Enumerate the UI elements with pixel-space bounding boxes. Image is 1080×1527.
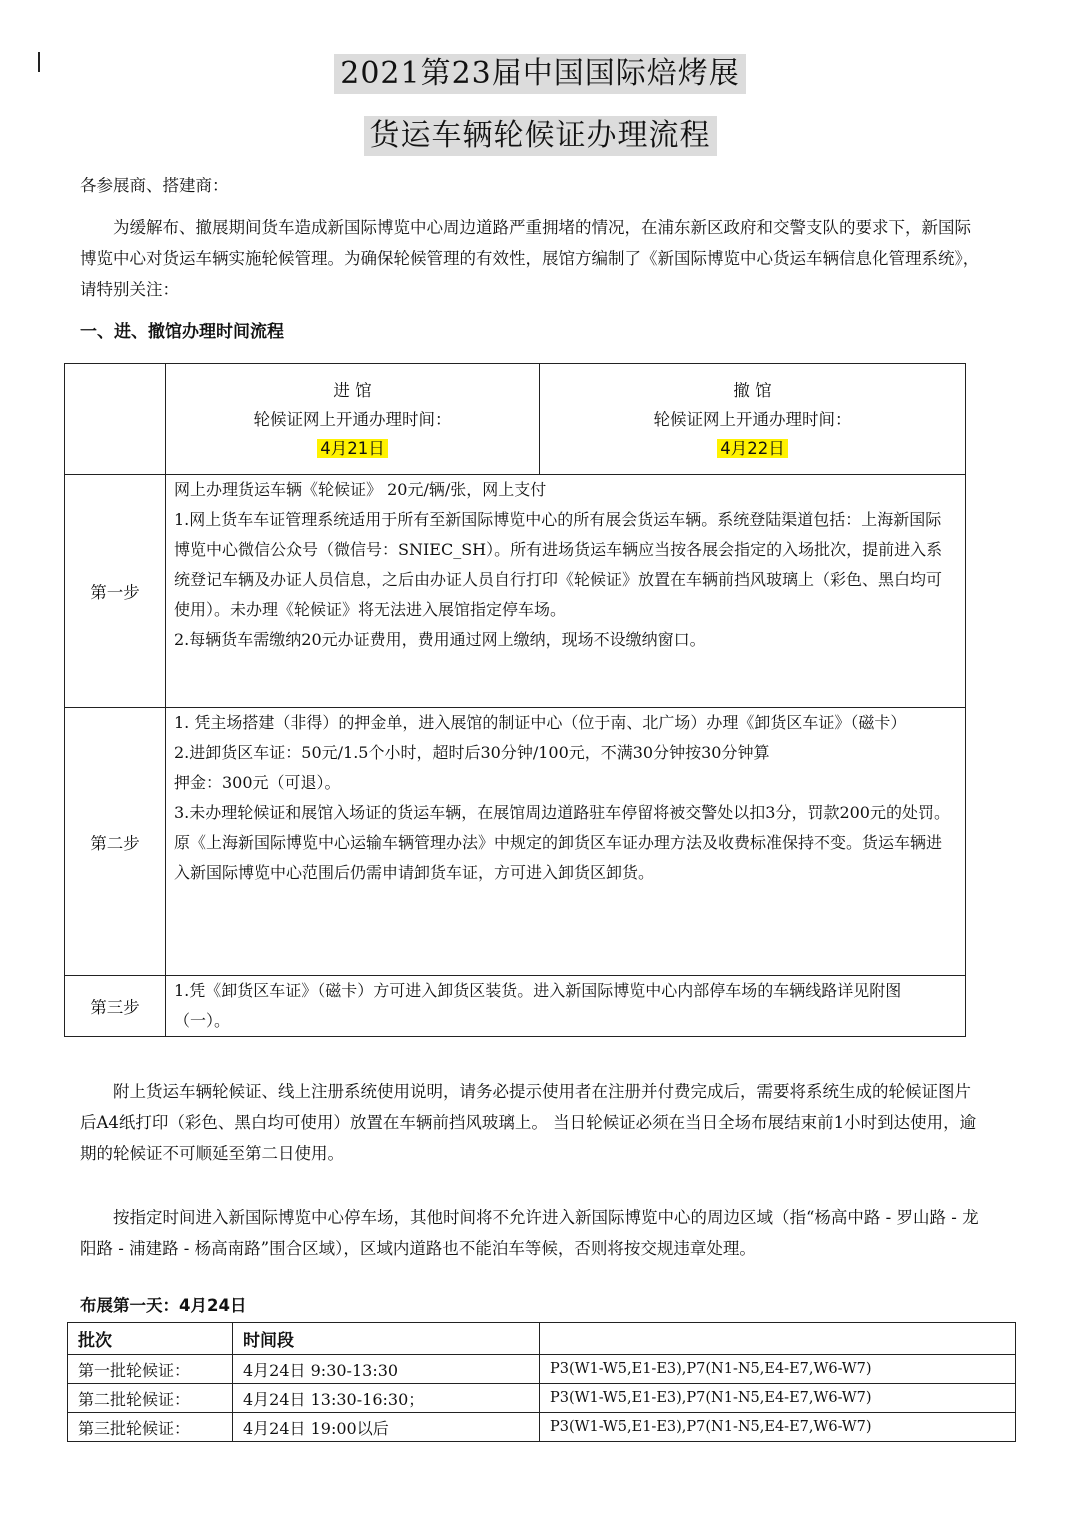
- move-out-header: 撤 馆 轮候证网上开通办理时间： 4月22日: [540, 364, 966, 475]
- move-out-date: 4月22日: [717, 439, 788, 458]
- header-batch: 批次: [68, 1323, 233, 1355]
- batch-area: P3(W1-W5,E1-E3),P7(N1-N5,E4-E7,W6-W7): [540, 1413, 1016, 1442]
- batch-time: 4月24日 9:30-13:30: [233, 1355, 540, 1384]
- step-1-content: 网上办理货运车辆《轮候证》 20元/辆/张，网上支付 1.网上货车车证管理系统适用于所有至新国际博览中心的所有展会货运车辆。系统登陆渠道包括：上海新国际博览中心微信公众号（微信号：SNIEC_SH）。所有进场货运车辆应当按各展会指定的入场批次，提前进入系统登记车辆及办证人员信息，之后由办证人员自行打印《轮候证》放置在车辆前挡风玻璃上（彩色、黑白均可使用）。未办理《轮候证》将无法进入展馆指定停车场。 2.每辆货车需缴纳20元办证费用，费用通过网上缴纳，现场不设缴纳窗口。: [166, 475, 966, 708]
- step-1-label: 第一步: [65, 475, 166, 708]
- move-in-header: 进 馆 轮候证网上开通办理时间： 4月21日: [166, 364, 540, 475]
- title-line-1: 2021第23届中国国际焙烤展: [0, 54, 1080, 94]
- table-row: [68, 1355, 1016, 1384]
- intro-paragraph: 为缓解布、撤展期间货车造成新国际博览中心周边道路严重拥堵的情况，在浦东新区政府和交警支队的要求下，新国际博览中心对货运车辆实施轮候管理。为确保轮候管理的有效性，展馆方编制了《新国际博览中心货运车辆信息化管理系统》，请特别关注：: [80, 218, 980, 299]
- section-heading: 一、进、撤馆办理时间流程: [80, 322, 284, 342]
- step-2-label: 第二步: [65, 708, 166, 976]
- corner-cell: [65, 364, 166, 475]
- batch-name: 第一批轮候证：: [68, 1355, 233, 1384]
- step-2-content: 1. 凭主场搭建（非得）的押金单，进入展馆的制证中心（位于南、北广场）办理《卸货区车证》（磁卡） 2.进卸货区车证：50元/1.5个小时，超时后30分钟/100元，不满30分钟按30分钟算 押金：300元（可退）。 3.未办理轮候证和展馆入场证的货运车辆，在展馆周边道路驻车停留将被交警处以扣3分，罚款200元的处罚。原《上海新国际博览中心运输车辆管理办法》中规定的卸货区车证办理方法及收费标准保持不变。货运车辆进入新国际博览中心范围后仍需申请卸货车证，方可进入卸货区卸货。: [166, 708, 966, 976]
- note-paragraph-2: 按指定时间进入新国际博览中心停车场，其他时间将不允许进入新国际博览中心的周边区域（指“杨高中路 - 罗山路 - 龙阳路 - 浦建路 - 杨高南路”围合区域），区域内道路也不能泊车等候，否则将按交规违章处理。: [80, 1208, 979, 1258]
- move-in-date: 4月21日: [317, 439, 388, 458]
- batch-area: P3(W1-W5,E1-E3),P7(N1-N5,E4-E7,W6-W7): [540, 1355, 1016, 1384]
- step-3-label: 第三步: [65, 976, 166, 1037]
- day-1-heading: 布展第一天：4月24日: [80, 1296, 247, 1315]
- step-3-content: 1.凭《卸货区车证》（磁卡）方可进入卸货区装货。进入新国际博览中心内部停车场的车辆线路详见附图（一）。: [166, 976, 966, 1037]
- greeting: 各参展商、搭建商：: [80, 176, 229, 195]
- batch-table: [67, 1322, 1016, 1442]
- batch-time: 4月24日 13:30-16:30；: [233, 1384, 540, 1413]
- title-line-2: 货运车辆轮候证办理流程: [0, 116, 1080, 156]
- table-row: [68, 1384, 1016, 1413]
- note-paragraph-1: 附上货运车辆轮候证、线上注册系统使用说明，请务必提示使用者在注册并付费完成后，需要将系统生成的轮候证图片后A4纸打印（彩色、黑白均可使用）放置在车辆前挡风玻璃上。 当日轮候证必须在当日全场布展结束前1小时到达使用，逾期的轮候证不可顺延至第二日使用。: [80, 1082, 977, 1163]
- batch-area: P3(W1-W5,E1-E3),P7(N1-N5,E4-E7,W6-W7): [540, 1384, 1016, 1413]
- header-time: 时间段: [233, 1323, 540, 1355]
- batch-name: 第三批轮候证：: [68, 1413, 233, 1442]
- batch-name: 第二批轮候证：: [68, 1384, 233, 1413]
- process-table: [64, 363, 966, 1037]
- header-area: [540, 1323, 1016, 1355]
- batch-time: 4月24日 19:00以后: [233, 1413, 540, 1442]
- table-header-row: [68, 1323, 1016, 1355]
- table-row: [68, 1413, 1016, 1442]
